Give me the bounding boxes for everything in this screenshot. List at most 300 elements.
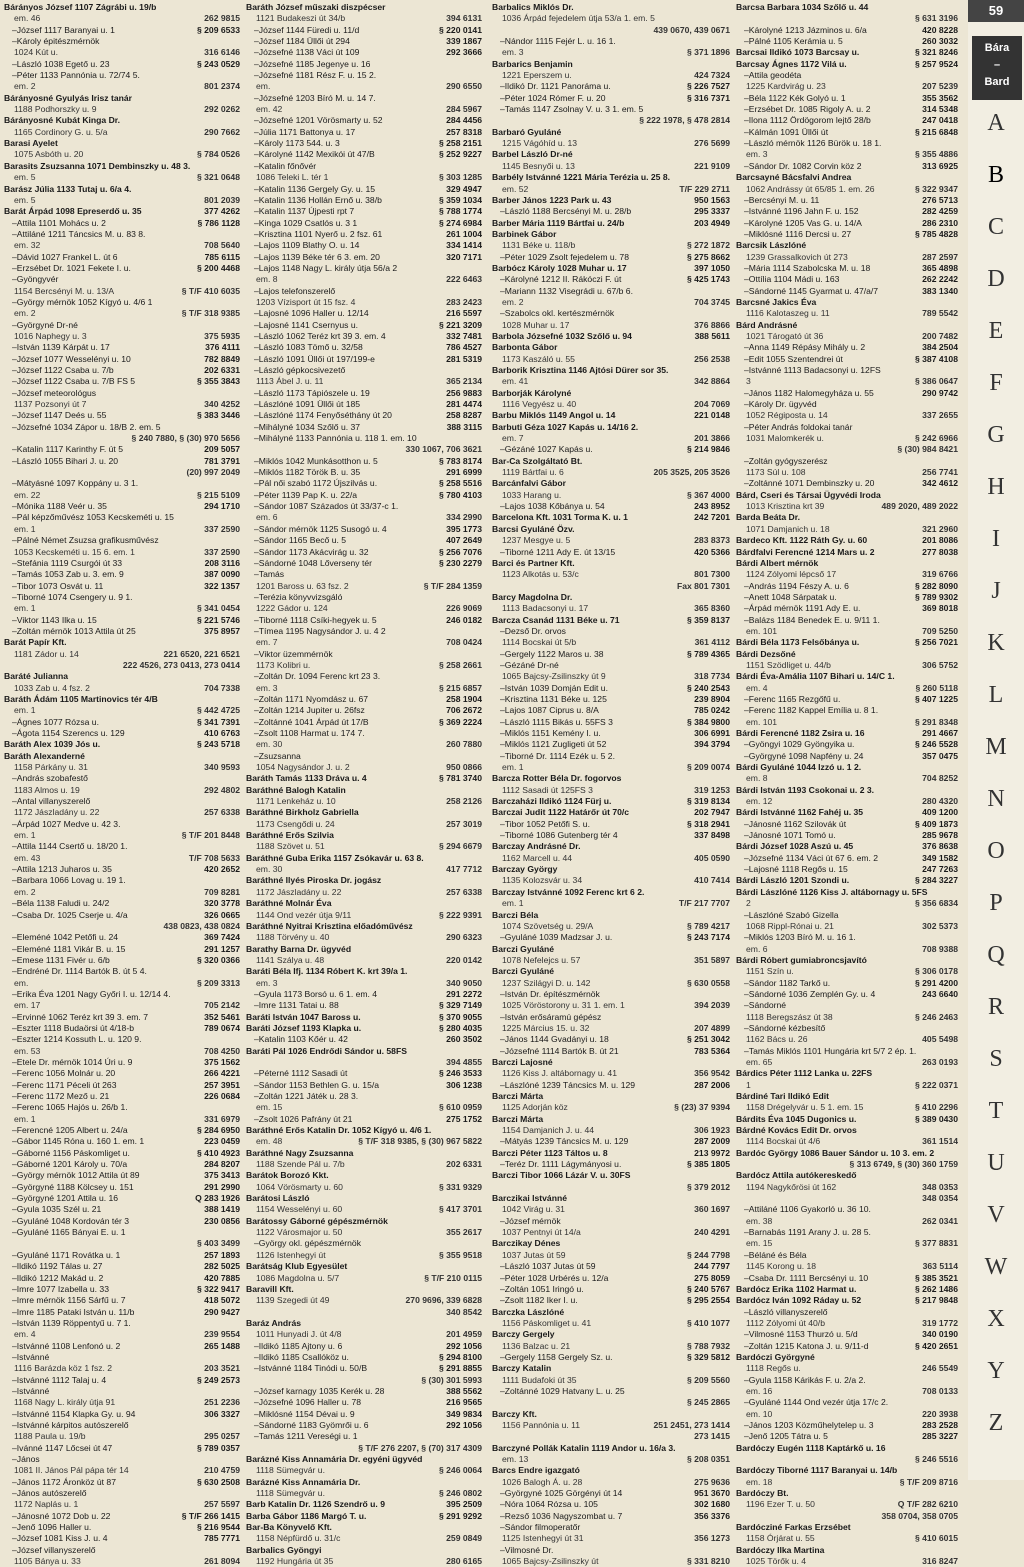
listing-row	[246, 172, 482, 183]
listing-row	[246, 467, 482, 478]
listing-row	[492, 1511, 730, 1522]
listing-phone: 213 9972	[694, 1147, 730, 1158]
listing-name: Barcy Magdolna Dr.	[492, 591, 573, 602]
listing-row	[492, 1352, 730, 1363]
listing-name: 1141 Szálya u. 48	[256, 954, 325, 965]
listing-name: 1139 Szegedi út 49	[256, 1295, 330, 1306]
listing-phone: 275 8059	[694, 1272, 730, 1283]
listing-heading-row	[246, 1454, 482, 1465]
listing-name: em. 32	[14, 240, 41, 251]
listing-phone	[954, 2, 958, 13]
listing-heading-row	[246, 966, 482, 977]
listing-phone: 329 4947	[446, 183, 482, 194]
listing-name: 1025 Vöröstorony u. 31 1. em. 1	[502, 1000, 625, 1011]
listing-phone: § 282 8090	[914, 580, 958, 591]
listing-row	[492, 1431, 730, 1442]
listing-heading-row	[246, 944, 482, 955]
listing-phone: § 240 5767	[686, 1283, 730, 1294]
listing-name: –Gáborné 1201 Károly u. 70/a	[12, 1159, 128, 1170]
listing-phone	[478, 1284, 482, 1295]
listing-heading-row	[736, 1148, 958, 1159]
listing-name: –Zsolt 1182 Iker I. u.	[500, 1295, 578, 1306]
listing-heading-row	[492, 1443, 730, 1454]
listing-name: em. 42	[256, 104, 283, 115]
listing-phone: 383 1340	[922, 285, 958, 296]
listing-phone	[478, 1454, 482, 1465]
listing-phone: Q T/F 282 6210	[897, 1499, 958, 1510]
listing-phone: § 425 1743	[686, 274, 730, 285]
listing-row	[246, 864, 482, 875]
listing-row	[736, 989, 958, 1000]
listing-phone: 257 6338	[446, 886, 482, 897]
listing-name: 1113 Ábel J. u. 11	[256, 376, 324, 387]
listing-row	[492, 47, 730, 58]
listing-row	[246, 331, 482, 342]
listing-phone: 394 4855	[446, 1056, 482, 1067]
listing-phone	[954, 955, 958, 966]
listing-name: –Erzsébet Dr. 1085 Rigoly A. u. 2	[744, 104, 871, 115]
listing-phone	[236, 1488, 240, 1499]
listing-row	[736, 524, 958, 535]
listing-phone: 257 3019	[446, 818, 482, 829]
listing-phone: 243 8952	[694, 501, 730, 512]
listing-name: Barbuti Géza 1027 Kapás u. 14/16 2.	[492, 421, 639, 432]
listing-name: –Tibor 1052 Petőfi S. u.	[500, 818, 590, 829]
listing-phone: § 209 5560	[686, 1374, 730, 1385]
listing-row	[246, 104, 482, 115]
listing-name: –Miklósné 1154 Dévai u. 9	[254, 1408, 355, 1419]
listing-row	[736, 626, 958, 637]
listing-row	[736, 921, 958, 932]
listing-row	[246, 342, 482, 353]
listing-name: 1188 Podhorszky u. 9	[14, 104, 97, 115]
listing-phone: 251 2236	[204, 1397, 240, 1408]
listing-row	[246, 161, 482, 172]
listing-phone: 290 6550	[446, 81, 482, 92]
listing-phone: 438 0823, 438 0824	[163, 920, 240, 931]
listing-row	[4, 819, 240, 830]
listing-heading-row	[492, 910, 730, 921]
listing-row	[492, 501, 730, 512]
listing-row	[492, 547, 730, 558]
listing-phone: § 379 2012	[686, 1181, 730, 1192]
listing-phone	[478, 1477, 482, 1488]
listing-phone: § 222 0371	[914, 1079, 958, 1090]
listing-phone	[478, 1545, 482, 1556]
listing-phone: § 222 1978, § 478 2814	[639, 115, 730, 126]
listing-name: –Józsefné 1114 Bartók B. út 21	[500, 1045, 619, 1056]
listing-phone: 291 1257	[204, 943, 240, 954]
listing-name: Barczai Judit 1122 Határőr út 70/c	[492, 807, 630, 818]
listing-name: –László 1037 Jutas út 59	[500, 1261, 596, 1272]
listing-name: Barbaró Gyuláné	[492, 126, 562, 137]
listing-row	[736, 1250, 958, 1261]
listing-phone	[954, 70, 958, 81]
listing-heading-row	[246, 1216, 482, 1227]
listing-name: –Sándorné 1183 Gyömrői u. 6	[254, 1419, 369, 1430]
listing-name: –Lajos 1139 Béke tér 6 3. em. 20	[254, 251, 380, 262]
listing-row	[4, 1114, 240, 1125]
listing-phone	[954, 399, 958, 410]
listing-phone	[726, 365, 730, 376]
listing-phone	[954, 1148, 958, 1159]
listing-name: Barczi Péter 1123 Táltos u. 8	[492, 1147, 608, 1158]
listing-row	[4, 501, 240, 512]
listing-row	[246, 1136, 482, 1147]
listing-phone: 355 3562	[922, 92, 958, 103]
listing-phone: 284 5967	[446, 104, 482, 115]
listing-phone: § 417 3701	[438, 1204, 482, 1215]
listing-phone	[478, 671, 482, 682]
listing-phone: 420 2652	[204, 864, 240, 875]
listing-phone	[954, 932, 958, 943]
listing-row	[736, 365, 958, 376]
listing-row	[492, 36, 730, 47]
listing-name: –Csaba Dr. 1111 Bercsényi u. 10	[744, 1272, 869, 1283]
listing-phone: § 246 5516	[914, 1454, 958, 1464]
listing-phone: 410 6763	[204, 728, 240, 738]
listing-name: 1172 Naplás u. 1	[14, 1499, 79, 1510]
listing-name: 1121 Budakeszi út 34/b	[256, 13, 346, 24]
listing-name: 1154 Bercsényi M. u. 13/A	[14, 285, 115, 296]
listing-heading-row	[492, 796, 730, 807]
listing-row	[492, 1204, 730, 1215]
listing-row	[492, 376, 730, 387]
listing-heading-row	[492, 388, 730, 399]
listing-phone	[236, 841, 240, 852]
listing-row	[4, 1227, 240, 1238]
listing-name: 1173 Kolibri u.	[256, 659, 311, 670]
listing-name: –Miklós 1121 Zugligeti út 52	[500, 739, 607, 750]
listing-name: Bárdits Éva 1045 Dugonics u.	[736, 1113, 857, 1124]
listing-row	[736, 331, 958, 342]
listing-phone: 247 7263	[922, 864, 958, 875]
listing-row	[246, 490, 482, 501]
listing-name: –László gépkocsivezető	[254, 365, 346, 375]
listing-row	[492, 399, 730, 410]
listing-phone: § 789 4217	[686, 920, 730, 931]
listing-phone	[954, 240, 958, 251]
listing-phone	[954, 456, 958, 467]
listing-phone: 316 8247	[922, 1556, 958, 1567]
listing-row	[246, 683, 482, 694]
listing-row	[246, 535, 482, 546]
listing-row	[492, 115, 730, 126]
listing-phone: 306 1238	[446, 1079, 482, 1090]
listing-name: –Lajosné 1118 Regős u. 15	[744, 864, 848, 875]
listing-name: Bárdi István 1193 Csokonai u. 2 3.	[736, 784, 875, 795]
listing-heading-row	[736, 1284, 958, 1295]
listing-phone: § 403 3499	[196, 1238, 240, 1249]
listing-row	[736, 1238, 958, 1249]
listing-name: 1053 Kecskeméti u. 15 6. em. 1	[14, 546, 135, 557]
listing-phone: § 331 9329	[438, 1181, 482, 1192]
listing-phone: 395 2509	[446, 1499, 482, 1510]
listing-phone: 708 0133	[922, 1385, 958, 1396]
listing-name: em. 3	[256, 977, 278, 988]
listing-row	[736, 70, 958, 81]
listing-row	[4, 274, 240, 285]
listing-name: Baráthné Guba Erika 1157 Zsókavár u. 63 8.	[246, 852, 424, 863]
listing-heading-row	[246, 1193, 482, 1204]
listing-row	[492, 683, 730, 694]
listing-row	[246, 70, 482, 81]
listing-row	[246, 1533, 482, 1544]
listing-name: –Zoltán 1215 Katona J. u. 9/11-d	[744, 1340, 869, 1351]
listing-phone	[726, 1238, 730, 1249]
listing-phone	[954, 1091, 958, 1102]
listing-row	[736, 195, 958, 206]
listing-phone: 306 3327	[204, 1408, 240, 1419]
listing-column-3	[492, 2, 730, 1567]
listing-row	[736, 410, 958, 421]
listing-name: Barczy Gergely	[492, 1329, 555, 1340]
listing-row	[492, 1136, 730, 1147]
listing-heading-row	[492, 149, 730, 160]
listing-phone: § 295 2554	[686, 1295, 730, 1306]
listing-row	[246, 501, 482, 512]
listing-row	[4, 910, 240, 921]
listing-name: 1158 Drégelyvár u. 5 1. em. 15	[746, 1102, 864, 1113]
page-range-badge	[972, 36, 1022, 100]
listing-phone	[478, 1046, 482, 1057]
listing-phone: § 243 0529	[196, 58, 240, 69]
listing-heading-row	[736, 1170, 958, 1181]
listing-heading-row	[492, 1193, 730, 1204]
listing-row	[4, 149, 240, 160]
listing-phone: § 369 2224	[438, 716, 482, 727]
listing-phone: 204 7069	[694, 399, 730, 410]
listing-phone: 319 1253	[694, 784, 730, 795]
listing-name: –Gyula 1173 Borsó u. 6 1. em. 4	[254, 988, 378, 999]
listing-name: –Tiborné 1211 Ady E. út 13/15	[500, 546, 616, 557]
listing-name: –János 1172 Áronköz út 87	[12, 1476, 116, 1487]
listing-row	[4, 1216, 240, 1227]
listing-name: –József 1117 Baranyai u. 1	[12, 24, 115, 35]
listing-heading-row	[492, 218, 730, 229]
listing-row	[4, 1386, 240, 1397]
listing-heading-row	[246, 898, 482, 909]
listing-row	[492, 830, 730, 841]
alphabet-letter-d: D	[987, 266, 1005, 292]
listing-phone: § T/F 201 8448	[181, 830, 240, 841]
listing-row	[492, 603, 730, 614]
listing-row	[492, 1023, 730, 1034]
listing-phone	[236, 36, 240, 47]
listing-row	[4, 399, 240, 410]
listing-phone	[726, 751, 730, 762]
listing-column-1	[4, 2, 240, 1567]
listing-name: –Gábor 1145 Róna u. 160 1. em. 1	[12, 1136, 145, 1147]
listing-phone: § 786 1128	[197, 217, 240, 228]
listing-phone: 950 0866	[446, 762, 482, 773]
listing-row	[736, 1046, 958, 1057]
listing-heading-row	[246, 830, 482, 841]
listing-name: –István 1139 Kárpát u. 17	[12, 342, 110, 353]
listing-name: –Ferenc 1182 Kappel Emília u. 8 1.	[744, 705, 879, 716]
listing-row	[492, 1012, 730, 1023]
listing-row	[736, 603, 958, 614]
listing-row	[736, 944, 958, 955]
alphabet-letter-j: J	[991, 578, 1001, 604]
listing-name: 1136 Balzac u. 21	[502, 1340, 571, 1351]
listing-name: 1033 Harang u.	[502, 489, 562, 500]
listing-row	[4, 388, 240, 399]
listing-phone	[954, 671, 958, 682]
listing-row	[736, 615, 958, 626]
listing-name: Baráthné Erős Szilvia	[246, 830, 334, 841]
listing-name: –Lajos 1087 Ciprus u. 8/A	[500, 705, 599, 716]
listing-phone: 375 5935	[204, 330, 240, 341]
listing-phone: 340 8542	[446, 1306, 482, 1317]
listing-name: em. 1	[502, 762, 524, 773]
listing-heading-row	[736, 1522, 958, 1533]
listing-name: –Lajos 1038 Kőbánya u. 54	[500, 501, 605, 512]
listing-row	[492, 1454, 730, 1465]
listing-phone	[954, 490, 958, 501]
listing-phone	[478, 944, 482, 955]
listing-row	[492, 206, 730, 217]
listing-phone	[236, 1386, 240, 1397]
listing-row	[246, 1034, 482, 1045]
listing-name: –Péter 1024 Rómer F. u. 20	[500, 92, 606, 103]
listing-row	[736, 36, 958, 47]
listing-row	[4, 705, 240, 716]
listing-name: Barczi Béla	[492, 909, 539, 920]
listing-phone	[954, 1352, 958, 1363]
listing-phone	[726, 1363, 730, 1374]
listing-row	[492, 1000, 730, 1011]
listing-name: Bárdics Péter 1112 Lanka u. 22FS	[736, 1068, 873, 1079]
listing-row	[4, 1273, 240, 1284]
listing-row	[4, 252, 240, 263]
listing-name: 1021 Tárogató út 36	[746, 330, 824, 341]
listing-name: –Attila 1101 Mohács u. 2	[12, 217, 106, 228]
listing-name: em. 52	[502, 183, 529, 194]
listing-phone: T/F 217 7707	[678, 898, 730, 909]
listing-row	[4, 1488, 240, 1499]
listing-name: Barbel László Dr-né	[492, 149, 573, 160]
listing-phone: § 356 6834	[914, 898, 958, 909]
listing-phone: § 258 2661	[438, 659, 482, 670]
listing-row	[4, 1329, 240, 1340]
listing-phone: 319 1772	[922, 1317, 958, 1328]
listing-row	[736, 161, 958, 172]
listing-row	[4, 240, 240, 251]
listing-phone	[478, 501, 482, 512]
listing-row	[736, 978, 958, 989]
listing-phone	[726, 1522, 730, 1533]
listing-name: Bar-Ca Szolgáltató Bt.	[492, 455, 583, 466]
listing-name: –László 1115 Bikás u. 55FS 3	[500, 716, 613, 727]
listing-name: 1013 Krisztina krt 39	[746, 501, 825, 512]
listing-row	[246, 1352, 482, 1363]
listing-row	[492, 1034, 730, 1045]
listing-name: 1054 Nagysándor J. u. 2	[256, 762, 350, 773]
listing-row	[736, 93, 958, 104]
listing-phone: 388 3115	[446, 421, 482, 432]
alphabet-letter-b: B	[987, 162, 1004, 188]
listing-row	[246, 1295, 482, 1306]
listing-name: –Lajosné 1096 Haller u. 12/14	[254, 308, 369, 319]
listing-phone	[954, 1046, 958, 1057]
listing-name: 1183 Almos u. 19	[14, 784, 80, 795]
listing-heading-row	[492, 966, 730, 977]
listing-row	[736, 433, 958, 444]
listing-phone: § 215 5109	[196, 489, 240, 500]
listing-name: –Antal villanyszerelő	[12, 796, 91, 807]
listing-row	[4, 773, 240, 784]
listing-name: –Zoltán 1051 Iringó u.	[500, 1283, 584, 1294]
listing-name: em. 1	[14, 1113, 36, 1124]
listing-phone: 706 2672	[446, 705, 482, 716]
listing-phone: § 789 9302	[914, 591, 958, 602]
listing-name: 1154 Damjanich J. u. 44	[502, 1125, 595, 1136]
listing-row	[4, 308, 240, 319]
listing-row	[736, 1556, 958, 1567]
listing-name: –Sándor 1173 Akácvirág u. 32	[254, 546, 369, 557]
listing-row	[4, 592, 240, 603]
listing-name: 1112 Zólyomi út 40/b	[746, 1317, 825, 1328]
listing-row	[736, 388, 958, 399]
listing-row	[492, 626, 730, 637]
listing-name: 1124 Zólyomi lépcső 17	[746, 569, 837, 580]
listing-phone: 410 7414	[694, 875, 730, 886]
listing-row	[246, 1102, 482, 1113]
listing-name: 1037 Pentnyi út 14/a	[502, 1227, 581, 1238]
listing-row	[246, 93, 482, 104]
listing-phone: 785 0242	[694, 705, 730, 716]
listing-row	[4, 1352, 240, 1363]
listing-row	[4, 547, 240, 558]
listing-name: em. 1	[14, 603, 36, 614]
alphabet-letter-t: T	[988, 1098, 1004, 1124]
listing-name: 1118 Beregszász út 38	[746, 1011, 833, 1022]
listing-phone	[726, 286, 730, 297]
alphabet-letter-s: S	[989, 1046, 1003, 1072]
listing-name: em. 17	[14, 1000, 41, 1011]
listing-name: Barcza Csanád 1131 Béke u. 71	[492, 614, 620, 625]
listing-row	[4, 660, 240, 671]
listing-name: –Zoltán Dr. 1094 Ferenc krt 23 3.	[254, 671, 381, 682]
listing-phone	[478, 263, 482, 274]
listing-row	[4, 921, 240, 932]
listing-row	[4, 81, 240, 92]
listing-row	[492, 751, 730, 762]
listing-phone: § 251 3042	[686, 1034, 730, 1045]
listing-heading-row	[492, 1091, 730, 1102]
listing-row	[736, 705, 958, 716]
listing-row	[492, 138, 730, 149]
listing-row	[246, 320, 482, 331]
listing-phone: 209 5057	[204, 444, 240, 455]
range-separator: –	[993, 59, 1001, 71]
listing-row	[4, 626, 240, 637]
listing-phone: § 410 6015	[914, 1533, 958, 1544]
listing-name: –Eszter 1118 Budaörsi út 4/18-b	[12, 1022, 134, 1033]
listing-name: –Endréné Dr. 1114 Bartók B. út 5 4.	[12, 966, 147, 977]
listing-phone: 239 8904	[694, 693, 730, 704]
listing-name: –József 1077 Wesselényi u. 10	[12, 353, 131, 364]
listing-phone	[236, 422, 240, 433]
listing-name: Barbély Istvánné 1221 Mária Terézia u. 25 8.	[492, 172, 671, 183]
listing-heading-row	[492, 841, 730, 852]
listing-phone: § (30) 301 5993	[421, 1374, 482, 1385]
listing-name: Barczay Istvánné 1092 Ferenc krt 6 2.	[492, 886, 645, 897]
alphabet-letter-r: R	[987, 994, 1004, 1020]
listing-row	[736, 1420, 958, 1431]
listing-name: 1116 Vegyész u. 40	[502, 399, 577, 410]
